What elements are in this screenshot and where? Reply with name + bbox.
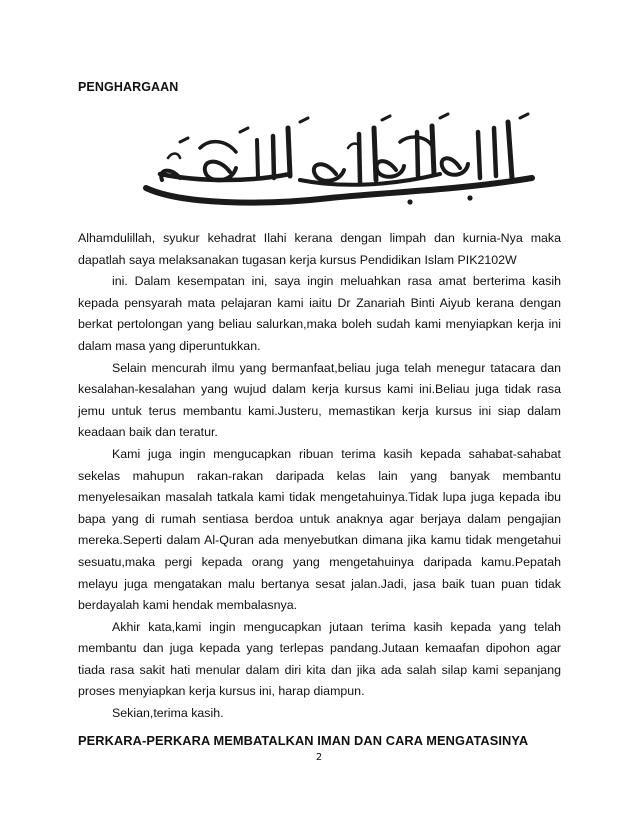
acknowledgement-body [78,228,561,725]
paragraph-6: Sekian,terima kasih. [112,706,224,721]
paragraph-3: Selain mencurah ilmu yang bermanfaat,beliau juga telah menegur tatacara dan kesalahan-kesalahan yang wujud dalam kerja kursus kami ini.Beliau juga tidak rasa jemu untuk terus membantu kami.Justeru, memastikan kerja kursus ini siap dalam keadaan baik dan teratur. [78,360,561,440]
section-heading-acknowledgement: PENGHARGAAN [78,80,179,94]
paragraph-5: Akhir kata,kami ingin mengucapkan jutaan terima kasih kepada yang telah membantu dan juga kepada yang terlepas pandang.Jutaan kemaafan dipohon agar tiada rasa sakit hati menular dalam diri kita dan jika ada salah silap kami sepanjang proses menyiapkan kerja kursus ini, harap diampun. [78,619,561,699]
paragraph-2: ini. Dalam kesempatan ini, saya ingin meluahkan rasa amat berterima kasih kepada pensyarah mata pelajaran kami iaitu Dr Zanariah Binti Aiyub kerana dengan berkat pertolongan yang beliau salurkan,maka boleh sudah kami menyiapkan kerja ini dalam masa yang diperuntukkan. [78,274,561,353]
paragraph-4: Kami juga ingin mengucapkan ribuan terima kasih kepada sahabat-sahabat sekelas mahupun rakan-rakan daripada kelas lain yang banyak membantu menyelesaikan masalah tatkala kami tidak mengetahuinya.Tidak lupa juga kepada ibu bapa yang di rumah sentiasa berdoa untuk anaknya agar berjaya dalam pengajian mereka.Seperti dalam Al-Quran ada menyebutkan dimana jika kamu tidak mengetahui sesuatu,maka pergi kepada orang yang mengetahuinya daripada kamu.Pepatah melayu juga mengatakan malu bertanya sesat jalan.Jadi, jasa baik tuan puan tidak berdayalah kami hendak membalasnya. [78,446,561,613]
section-heading-next: PERKARA-PERKARA MEMBATALKAN IMAN DAN CARA MENGATASINYA [78,733,529,748]
paragraph-1: Alhamdulillah, syukur kehadrat Ilahi kerana dengan limpah dan kurnia-Nya maka dapatlah saya melaksanakan tugasan kerja kursus Pendidikan Islam PIK2102W [78,231,561,267]
bismillah-calligraphy-icon [140,108,538,212]
page-number: 2 [315,752,323,763]
